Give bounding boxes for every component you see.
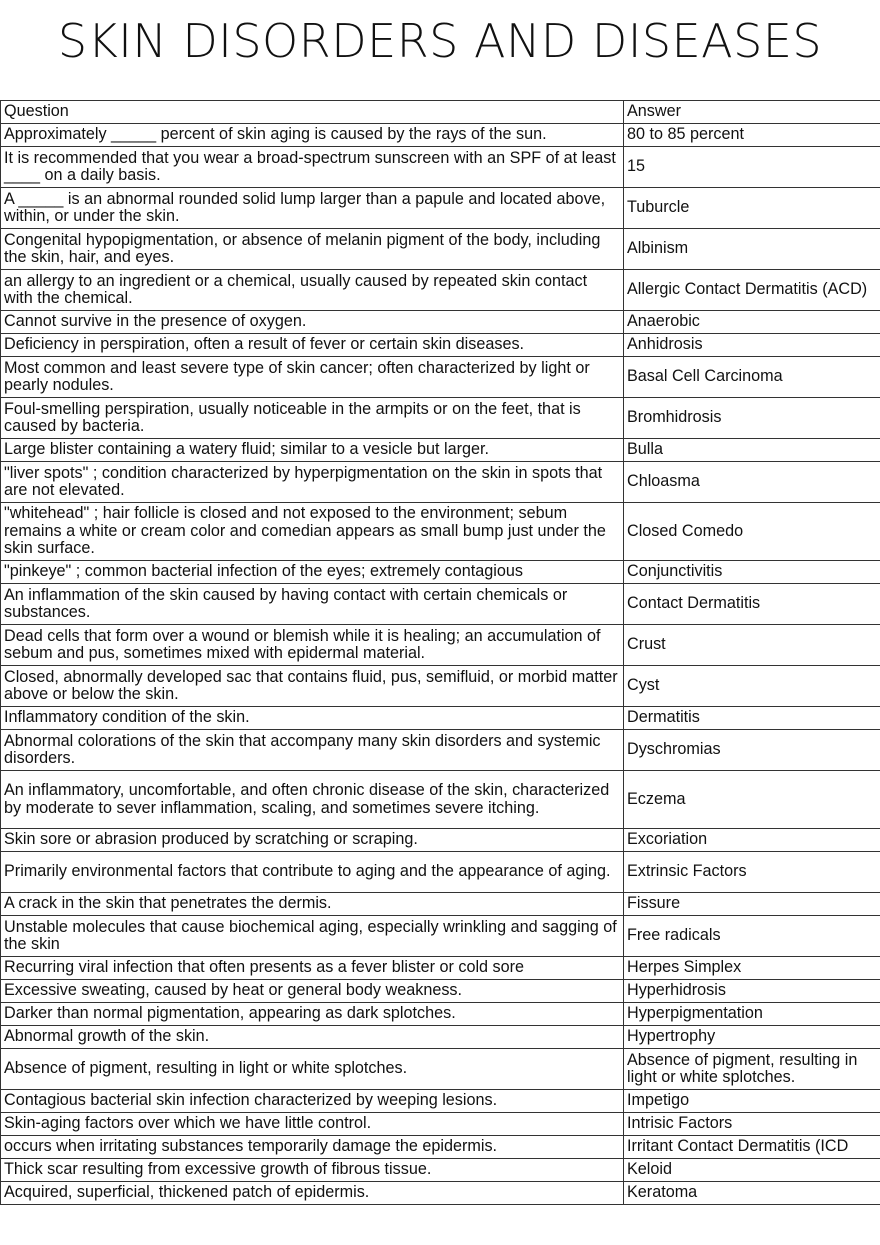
question-cell: Cannot survive in the presence of oxygen. bbox=[1, 311, 624, 334]
answer-cell: Crust bbox=[624, 625, 880, 666]
answer-cell: Dyschromias bbox=[624, 730, 880, 771]
question-cell: "whitehead" ; hair follicle is closed and not exposed to the environment; sebum remains a white or cream color and comedian appears as small bump just under the skin surface. bbox=[1, 503, 624, 561]
table-row bbox=[1, 1090, 880, 1113]
question-cell: Inflammatory condition of the skin. bbox=[1, 707, 624, 730]
table-row bbox=[1, 398, 880, 439]
answer-cell: Bulla bbox=[624, 439, 880, 462]
answer-cell: Hypertrophy bbox=[624, 1026, 880, 1049]
question-cell: Large blister containing a watery fluid; similar to a vesicle but larger. bbox=[1, 439, 624, 462]
question-cell: It is recommended that you wear a broad-spectrum sunscreen with an SPF of at least ____ on a daily basis. bbox=[1, 147, 624, 188]
table-row bbox=[1, 147, 880, 188]
table-row bbox=[1, 771, 880, 829]
answer-cell: Extrinsic Factors bbox=[624, 852, 880, 893]
table-row bbox=[1, 666, 880, 707]
table-row bbox=[1, 625, 880, 666]
table-row bbox=[1, 503, 880, 561]
answer-cell: Free radicals bbox=[624, 916, 880, 957]
answer-cell: Hyperhidrosis bbox=[624, 980, 880, 1003]
question-cell: Primarily environmental factors that contribute to aging and the appearance of aging. bbox=[1, 852, 624, 893]
answer-cell: Irritant Contact Dermatitis (ICD bbox=[624, 1136, 880, 1159]
question-cell: occurs when irritating substances temporarily damage the epidermis. bbox=[1, 1136, 624, 1159]
answer-cell: Fissure bbox=[624, 893, 880, 916]
answer-cell: 15 bbox=[624, 147, 880, 188]
table-row bbox=[1, 311, 880, 334]
question-cell: Excessive sweating, caused by heat or general body weakness. bbox=[1, 980, 624, 1003]
answer-cell: Chloasma bbox=[624, 462, 880, 503]
question-cell: Dead cells that form over a wound or blemish while it is healing; an accumulation of sebum and pus, sometimes mixed with epidermal material. bbox=[1, 625, 624, 666]
question-cell: Unstable molecules that cause biochemical aging, especially wrinkling and sagging of the skin bbox=[1, 916, 624, 957]
question-cell: an allergy to an ingredient or a chemical, usually caused by repeated skin contact with the chemical. bbox=[1, 270, 624, 311]
page-title: SKIN DISORDERS AND DISEASES bbox=[57, 14, 823, 68]
table-row bbox=[1, 1113, 880, 1136]
table-row bbox=[1, 852, 880, 893]
answer-cell: Cyst bbox=[624, 666, 880, 707]
table-row bbox=[1, 334, 880, 357]
question-cell: Most common and least severe type of skin cancer; often characterized by light or pearly nodules. bbox=[1, 357, 624, 398]
answer-cell: Closed Comedo bbox=[624, 503, 880, 561]
answer-cell: Excoriation bbox=[624, 829, 880, 852]
question-cell: Abnormal colorations of the skin that accompany many skin disorders and systemic disorders. bbox=[1, 730, 624, 771]
question-cell: An inflammation of the skin caused by having contact with certain chemicals or substances. bbox=[1, 584, 624, 625]
answer-cell: Albinism bbox=[624, 229, 880, 270]
question-cell: An inflammatory, uncomfortable, and often chronic disease of the skin, characterized by moderate to sever inflammation, scaling, and sometimes severe itching. bbox=[1, 771, 624, 829]
table-row bbox=[1, 980, 880, 1003]
question-cell: "liver spots" ; condition characterized by hyperpigmentation on the skin in spots that are not elevated. bbox=[1, 462, 624, 503]
question-cell: Congenital hypopigmentation, or absence of melanin pigment of the body, including the skin, hair, and eyes. bbox=[1, 229, 624, 270]
answer-cell: Keratoma bbox=[624, 1182, 880, 1205]
table-row bbox=[1, 957, 880, 980]
table-row bbox=[1, 124, 880, 147]
answer-cell: Keloid bbox=[624, 1159, 880, 1182]
answer-cell: Tuburcle bbox=[624, 188, 880, 229]
question-cell: Closed, abnormally developed sac that contains fluid, pus, semifluid, or morbid matter above or below the skin. bbox=[1, 666, 624, 707]
table-row bbox=[1, 270, 880, 311]
question-cell: A crack in the skin that penetrates the dermis. bbox=[1, 893, 624, 916]
question-cell: Thick scar resulting from excessive growth of fibrous tissue. bbox=[1, 1159, 624, 1182]
answer-cell: Dermatitis bbox=[624, 707, 880, 730]
answer-cell: Hyperpigmentation bbox=[624, 1003, 880, 1026]
table-row bbox=[1, 1003, 880, 1026]
question-cell: Recurring viral infection that often presents as a fever blister or cold sore bbox=[1, 957, 624, 980]
answer-cell: Allergic Contact Dermatitis (ACD) bbox=[624, 270, 880, 311]
answer-cell: Impetigo bbox=[624, 1090, 880, 1113]
answer-cell: Eczema bbox=[624, 771, 880, 829]
table-row bbox=[1, 229, 880, 270]
answer-cell: Intrisic Factors bbox=[624, 1113, 880, 1136]
table-row bbox=[1, 439, 880, 462]
answer-cell: Anhidrosis bbox=[624, 334, 880, 357]
table-row bbox=[1, 188, 880, 229]
question-cell: Skin sore or abrasion produced by scratching or scraping. bbox=[1, 829, 624, 852]
column-header-answer: Answer bbox=[624, 101, 880, 124]
table-row bbox=[1, 829, 880, 852]
table-row bbox=[1, 584, 880, 625]
table-row bbox=[1, 1159, 880, 1182]
table-row bbox=[1, 561, 880, 584]
table-row bbox=[1, 916, 880, 957]
column-header-question: Question bbox=[1, 101, 624, 124]
answer-cell: 80 to 85 percent bbox=[624, 124, 880, 147]
answer-cell: Contact Dermatitis bbox=[624, 584, 880, 625]
answer-cell: Absence of pigment, resulting in light or white splotches. bbox=[624, 1049, 880, 1090]
question-cell: Deficiency in perspiration, often a result of fever or certain skin diseases. bbox=[1, 334, 624, 357]
question-cell: Skin-aging factors over which we have little control. bbox=[1, 1113, 624, 1136]
table-row bbox=[1, 893, 880, 916]
table-row bbox=[1, 730, 880, 771]
question-cell: Acquired, superficial, thickened patch of epidermis. bbox=[1, 1182, 624, 1205]
answer-cell: Conjunctivitis bbox=[624, 561, 880, 584]
table-row bbox=[1, 1182, 880, 1205]
question-cell: Absence of pigment, resulting in light or white splotches. bbox=[1, 1049, 624, 1090]
question-cell: Foul-smelling perspiration, usually noticeable in the armpits or on the feet, that is caused by bacteria. bbox=[1, 398, 624, 439]
table-header-row bbox=[1, 101, 880, 124]
table-row bbox=[1, 357, 880, 398]
answer-cell: Anaerobic bbox=[624, 311, 880, 334]
question-cell: A _____ is an abnormal rounded solid lump larger than a papule and located above, within, or under the skin. bbox=[1, 188, 624, 229]
table-row bbox=[1, 462, 880, 503]
table-row bbox=[1, 1049, 880, 1090]
answer-cell: Bromhidrosis bbox=[624, 398, 880, 439]
answer-cell: Basal Cell Carcinoma bbox=[624, 357, 880, 398]
table-row bbox=[1, 1026, 880, 1049]
question-cell: Abnormal growth of the skin. bbox=[1, 1026, 624, 1049]
table-row bbox=[1, 1136, 880, 1159]
question-cell: Approximately _____ percent of skin aging is caused by the rays of the sun. bbox=[1, 124, 624, 147]
question-cell: Darker than normal pigmentation, appearing as dark splotches. bbox=[1, 1003, 624, 1026]
question-cell: "pinkeye" ; common bacterial infection of the eyes; extremely contagious bbox=[1, 561, 624, 584]
question-cell: Contagious bacterial skin infection characterized by weeping lesions. bbox=[1, 1090, 624, 1113]
answer-cell: Herpes Simplex bbox=[624, 957, 880, 980]
qa-table bbox=[0, 100, 880, 1205]
table-row bbox=[1, 707, 880, 730]
